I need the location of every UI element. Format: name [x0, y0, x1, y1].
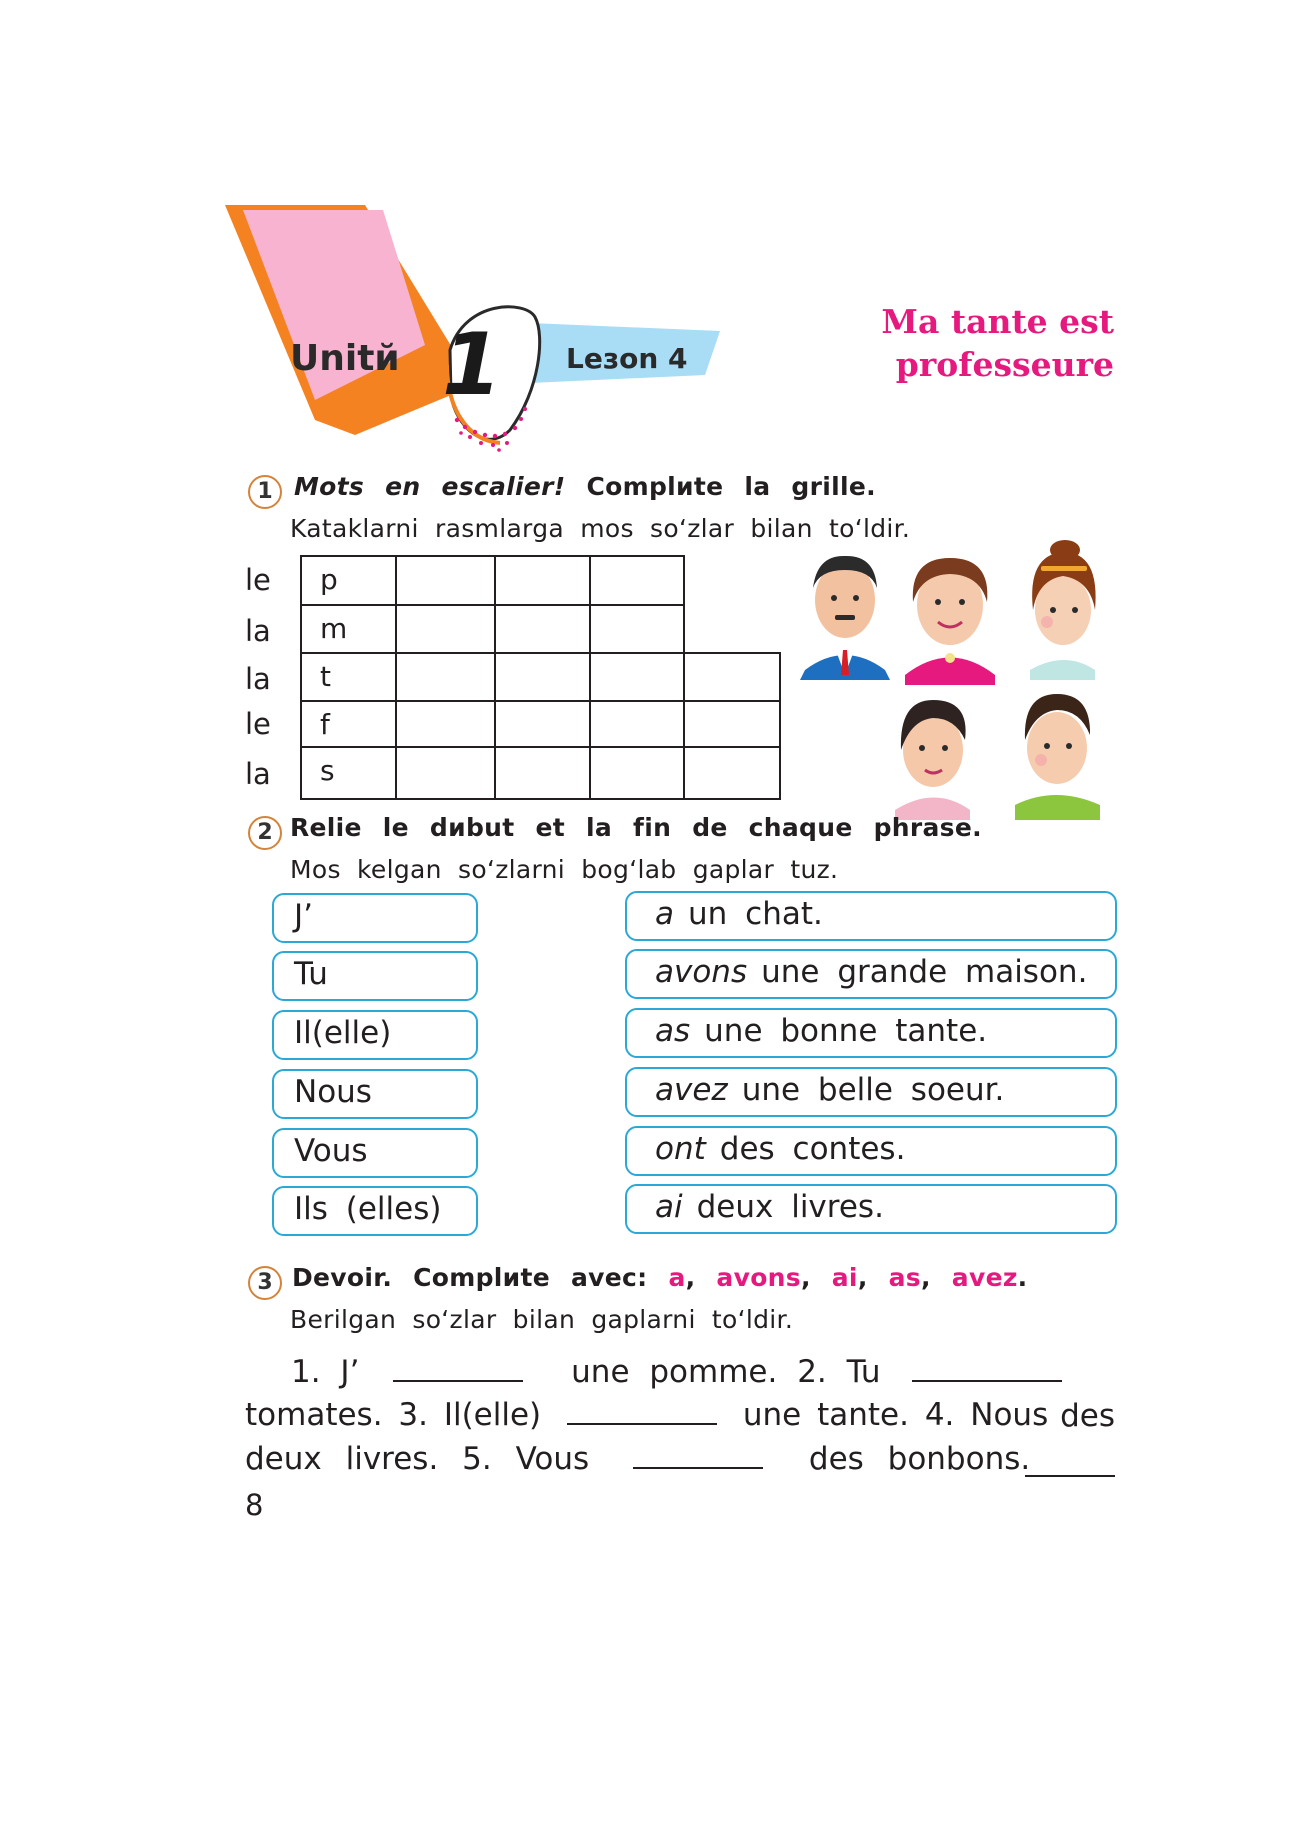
- exercise-1-number: 1: [248, 475, 282, 509]
- grid-cell[interactable]: [494, 700, 591, 748]
- grid-article: la: [245, 662, 271, 696]
- grid-cell: [300, 746, 397, 800]
- portrait-boy: [1015, 694, 1100, 820]
- match-verb: ai: [655, 1189, 683, 1225]
- blank-3[interactable]: [567, 1395, 717, 1425]
- match-subject[interactable]: Tu: [272, 951, 478, 1001]
- grid-cell[interactable]: [589, 746, 685, 800]
- exercise-1-instruction: [294, 472, 876, 501]
- exercise-3-word-list: [668, 1263, 1027, 1292]
- sentence-line-3: [245, 1437, 1115, 1481]
- match-subject[interactable]: J’: [272, 893, 478, 943]
- unit-number: 1: [442, 315, 502, 415]
- match-rest: une bonne tante.: [704, 1013, 988, 1049]
- match-subject[interactable]: Vous: [272, 1128, 478, 1178]
- choice-word: avez: [951, 1263, 1018, 1292]
- match-rest: des contes.: [719, 1131, 906, 1167]
- grid-cell[interactable]: [683, 700, 781, 748]
- grid-cell[interactable]: [395, 652, 496, 702]
- match-subject[interactable]: Nous: [272, 1069, 478, 1119]
- grid-article: le: [245, 707, 271, 741]
- match-rest: deux livres.: [696, 1189, 884, 1225]
- page-title: [754, 300, 1114, 386]
- grid-cell[interactable]: [589, 604, 685, 654]
- portrait-aunt: [905, 558, 995, 685]
- exercise-1-title: Mots en escalier!: [294, 472, 566, 501]
- grid-starting-letter: t: [320, 660, 331, 693]
- portrait-father: [800, 556, 890, 680]
- title-line-2: professeure: [895, 345, 1114, 384]
- match-rest: une grande maison.: [761, 954, 1088, 990]
- grid-cell[interactable]: [395, 555, 496, 606]
- match-verb: a: [655, 896, 674, 932]
- sentence-1-text-b: une pomme. 2. Tu: [571, 1354, 881, 1390]
- punctuation: ,: [920, 1263, 952, 1292]
- match-verb: avez: [655, 1072, 728, 1108]
- title-line-1: Ma tante est: [881, 302, 1114, 341]
- portrait-girl: [1030, 540, 1096, 680]
- sentence-3-text-b: des bonbons.: [808, 1441, 1031, 1477]
- grid-starting-letter: m: [320, 612, 348, 645]
- punctuation: .: [1017, 1263, 1028, 1292]
- grid-cell[interactable]: [395, 746, 496, 800]
- match-verb: avons: [655, 954, 748, 990]
- exercise-3-number: 3: [248, 1266, 282, 1300]
- match-ending[interactable]: [625, 891, 1117, 941]
- exercise-2-number: 2: [248, 816, 282, 850]
- grid-starting-letter: f: [320, 708, 330, 741]
- match-ending[interactable]: [625, 1008, 1117, 1058]
- exercise-3-prefix: Devoir. Complиte avec:: [292, 1263, 648, 1292]
- grid-cell[interactable]: [683, 652, 781, 702]
- grid-cell[interactable]: [494, 604, 591, 654]
- grid-starting-letter: s: [320, 754, 335, 787]
- exercise-1-task: Complиte la grille.: [586, 472, 876, 501]
- choice-word: ai: [831, 1263, 858, 1292]
- choice-word: as: [888, 1263, 921, 1292]
- grid-cell[interactable]: [589, 700, 685, 748]
- punctuation: ,: [800, 1263, 832, 1292]
- portrait-woman: [895, 700, 970, 820]
- exercise-3-instruction: [292, 1263, 1027, 1292]
- family-portraits: [795, 540, 1125, 820]
- choice-word: avons: [716, 1263, 801, 1292]
- grid-cell[interactable]: [589, 652, 685, 702]
- unit-label: Unitй: [290, 338, 400, 379]
- match-ending[interactable]: [625, 949, 1117, 999]
- punctuation: ,: [857, 1263, 889, 1292]
- match-ending[interactable]: [625, 1184, 1117, 1234]
- grid-cell[interactable]: [589, 555, 685, 606]
- grid-article: la: [245, 757, 271, 791]
- match-subject[interactable]: Il(elle): [272, 1010, 478, 1060]
- sentence-1-text-c: des: [1060, 1398, 1115, 1434]
- sentence-2-text-b: une tante. 4. Nous: [742, 1397, 1049, 1433]
- match-ending[interactable]: [625, 1126, 1117, 1176]
- match-verb: ont: [655, 1131, 706, 1167]
- grid-cell: [300, 604, 397, 654]
- sentence-1-text-a: 1. J’: [291, 1354, 360, 1390]
- sentence-2-text-a: tomates. 3. Il(elle): [245, 1397, 542, 1433]
- grid-cell: [300, 700, 397, 748]
- exercise-3-subtitle: Berilgan so‘zlar bilan gaplarni to‘ldir.: [290, 1305, 794, 1334]
- blank-2[interactable]: [912, 1352, 1062, 1382]
- grid-cell[interactable]: [683, 746, 781, 800]
- exercise-2-instruction: Relie le dиbut et la fin de chaque phrase.: [290, 813, 982, 842]
- page-number: 8: [245, 1488, 264, 1522]
- exercise-1-subtitle: Kataklarni rasmlarga mos so‘zlar bilan to‘ldir.: [290, 514, 911, 543]
- match-ending[interactable]: [625, 1067, 1117, 1117]
- exercise-2-subtitle: Mos kelgan so‘zlarni bog‘lab gaplar tuz.: [290, 855, 839, 884]
- blank-5[interactable]: [633, 1439, 763, 1469]
- blank-1[interactable]: [393, 1352, 523, 1382]
- grid-cell: [300, 652, 397, 702]
- match-subject[interactable]: Ils (elles): [272, 1186, 478, 1236]
- grid-cell: [300, 555, 397, 606]
- grid-cell[interactable]: [494, 652, 591, 702]
- match-rest: un chat.: [688, 896, 823, 932]
- choice-word: a: [668, 1263, 686, 1292]
- grid-cell[interactable]: [395, 604, 496, 654]
- grid-cell[interactable]: [494, 746, 591, 800]
- grid-article: le: [245, 563, 271, 597]
- match-verb: as: [655, 1013, 691, 1049]
- grid-starting-letter: p: [320, 563, 338, 596]
- sentence-3-text-a: deux livres. 5. Vous: [245, 1441, 590, 1477]
- punctuation: ,: [685, 1263, 717, 1292]
- lesson-label: Lезon 4: [566, 342, 688, 375]
- grid-cell[interactable]: [395, 700, 496, 748]
- grid-article: la: [245, 614, 271, 648]
- match-rest: une belle soeur.: [741, 1072, 1005, 1108]
- grid-cell[interactable]: [494, 555, 591, 606]
